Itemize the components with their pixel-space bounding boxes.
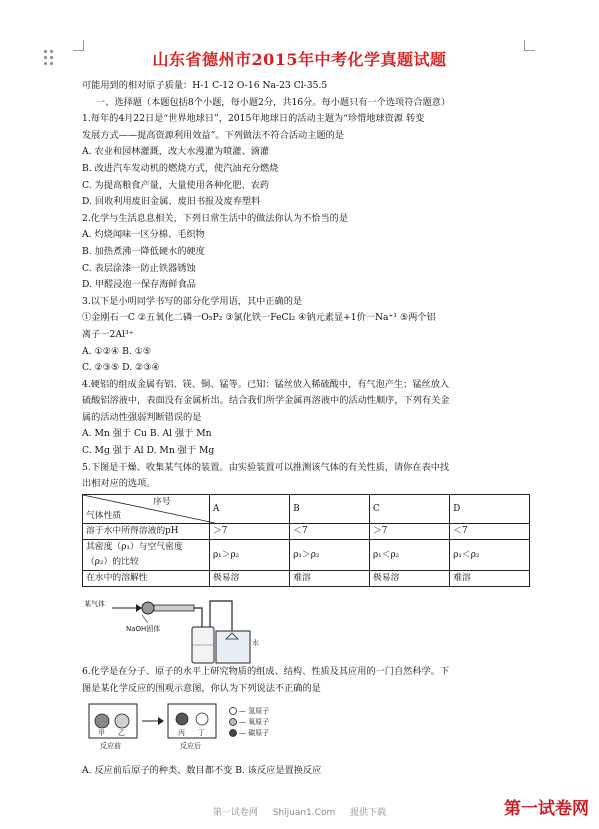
question-6: [82, 664, 528, 697]
table-cell: ＞7: [210, 523, 290, 539]
table-cell: 极易溶: [369, 570, 449, 586]
question-line: C. 表层涂漆一防止铁器锈蚀: [82, 262, 196, 274]
legend-hydrogen: — 氢原子: [239, 707, 270, 715]
table-cell: ρ₁＜ρ₂: [369, 539, 449, 570]
question-line: 可能用到的相对原子质量：H-1 C-12 O-16 Na-23 Cl-35.5: [82, 80, 328, 91]
drying-tube: [154, 605, 194, 611]
question-line: 一、选择题（本题包括8个小题，每小题2分，共16分。每小题只有一个选项符合题意）: [96, 96, 451, 108]
column-header: B: [290, 494, 370, 523]
question-line: B. 改进汽车发动机的燃烧方式，使汽油充分燃烧: [82, 162, 279, 174]
question-line: 图是某化学反应的围观示意图，你认为下列说法不正确的是: [82, 682, 321, 694]
table-cell: 难溶: [290, 570, 370, 586]
after-label: 反应后: [180, 742, 201, 750]
table-cell: 难溶: [450, 570, 530, 586]
bing-label: 丙: [178, 729, 185, 737]
question-line: D. 甲醛浸泡一保存海鲜食品: [82, 279, 196, 291]
table-cell: ＜7: [290, 523, 370, 539]
table-row: [83, 523, 530, 539]
gas-label: 某气体: [84, 600, 105, 608]
drying-tube-bulb: [142, 602, 154, 614]
table-cell: ρ₁＞ρ₂: [210, 539, 290, 570]
question-line: C. Mg 强于 Al D. Mn 强于 Mg: [82, 445, 215, 457]
carbon-atom-icon: [230, 730, 237, 737]
question-6-options: A. 反应前后原子的种类、数目都不变 B. 该反应是置换反应: [82, 765, 322, 776]
gas-apparatus-diagram: [84, 597, 264, 667]
row-label: 溶于水中所得溶液的pH: [83, 523, 210, 539]
question-line: 出相对应的选项。: [82, 478, 156, 490]
table-cell: 极易溶: [210, 570, 290, 586]
jia-label: 甲: [98, 729, 105, 737]
question-line: A. 农业和园林灌溉，改大水漫灌为喷灌、滴灌: [82, 146, 270, 158]
question-line: A. Mn 强于 Cu B. Al 强于 Mn: [82, 428, 212, 440]
table-cell: ρ₁＞ρ₂: [290, 539, 370, 570]
water-label: 水: [252, 639, 259, 647]
header-bottom: 气体性质: [86, 510, 122, 521]
row-label: 其密度（ρ₁）与空气密度: [83, 539, 210, 555]
question-line: 发展方式——提高资源利用效益”。下列做法不符合活动主题的是: [82, 129, 344, 141]
question-line: A. 灼烧闻味一区分棉、毛织物: [82, 229, 205, 241]
question-line: 1.每年的4月22日是“世界地球日”，2015年地球日的活动主题为“珍惜地球资源 转变: [82, 113, 425, 125]
question-line: D. 回收利用废旧金属、废旧书报及废弃塑料: [82, 196, 261, 208]
yi-label: 乙: [118, 729, 125, 737]
before-label: 反应前: [100, 742, 121, 750]
question-line: 3.以下是小明同学书写的部分化学用语，其中正确的是: [82, 295, 303, 307]
question-line: 属的活动性强弱判断错误的是: [82, 411, 202, 423]
hydrogen-atom-icon: [230, 708, 237, 715]
reaction-diagram: [88, 703, 388, 751]
question-line: 离子一2Al³⁺: [82, 328, 134, 340]
row-label: （ρ₂）的比较: [83, 555, 210, 571]
row-label: 在水中的溶解性: [83, 570, 210, 586]
question-line: ①金刚石一C ②五氧化二磷一O₅P₂ ③氯化铁一FeCl₂ ④钠元素显+1价一Na⁺¹ ⑤两个铝: [82, 312, 436, 324]
ding-label: 丁: [198, 729, 205, 737]
footer-right[interactable]: 提供下载: [350, 808, 387, 818]
question-line: 6.化学是在分子、原子的水平上研究物质的组成、结构、性质及其应用的一门自然科学。下: [82, 666, 450, 677]
legend-oxygen: — 氧原子: [239, 718, 270, 726]
question-line: C. ②③⑤ D. ②③④: [82, 362, 160, 374]
table-cell: ρ₁＜ρ₂: [450, 539, 530, 570]
brand-logo: 第一试卷网: [504, 799, 589, 819]
table-header-row: [83, 494, 530, 523]
column-header: D: [450, 494, 530, 523]
table-cell: ＞7: [369, 523, 449, 539]
footer-middle[interactable]: Shijuan1.Com: [272, 808, 336, 818]
after-box: [168, 704, 216, 738]
oxygen-atom-icon: [230, 719, 237, 726]
water-beaker: [216, 631, 250, 663]
question-line: 4.硬铝的组成金属有铝、镁、铜、锰等。已知：锰丝放入稀硫酸中，有气泡产生；锰丝放入: [82, 378, 450, 390]
dryer-label: NaOH固体: [126, 625, 161, 633]
question-line: 2.化学与生活息息相关，下列日常生活中的做法你认为不恰当的是: [82, 212, 349, 224]
document-body: [82, 78, 528, 587]
gas-properties-table: [82, 494, 530, 587]
question-lines: [82, 78, 528, 493]
question-line: 硫酸铝溶液中，表面没有金属析出。结合我们所学金属再溶液中的活动性顺序，下列有关金: [82, 395, 450, 407]
question-line: B. 加热煮沸一降低硬水的硬度: [82, 245, 205, 257]
legend-carbon: — 碳原子: [239, 729, 270, 737]
question-line: 5.下图是干燥、收集某气体的装置。由实验装置可以推测该气体的有关性质，请你在表中找: [82, 461, 450, 473]
column-header: C: [369, 494, 449, 523]
table-row: [83, 539, 530, 555]
table-row: [83, 570, 530, 586]
table-corner-cell: [83, 494, 210, 523]
header-top: 序号: [153, 496, 171, 507]
question-line: C. 为提高粮食产量，大量使用各种化肥、农药: [82, 179, 270, 191]
footer-left[interactable]: 第一试卷网: [212, 808, 258, 818]
question-line: A. ①②④ B. ①⑤: [82, 345, 152, 357]
page-title: 山东省德州市2015年中考化学真题试题: [152, 50, 447, 69]
table-cell: ＜7: [450, 523, 530, 539]
column-header: A: [210, 494, 290, 523]
